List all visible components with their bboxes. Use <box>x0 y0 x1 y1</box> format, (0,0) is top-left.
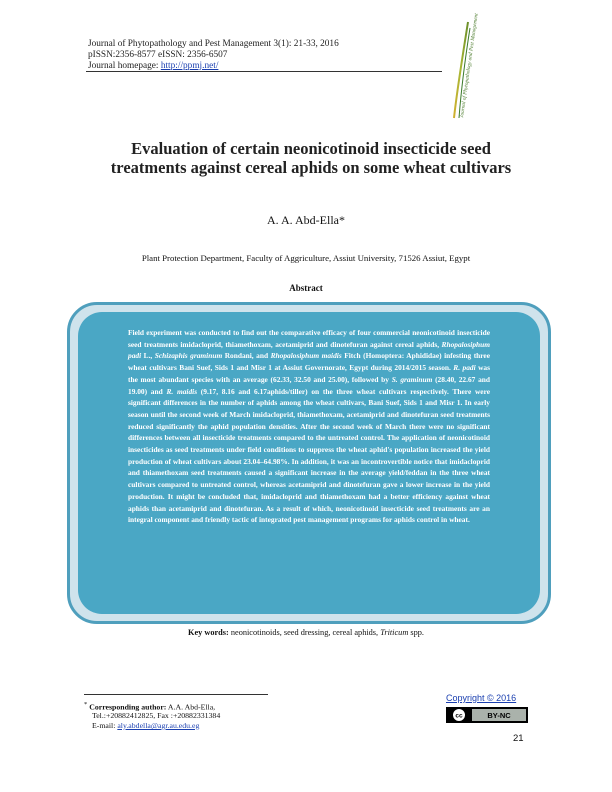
contact-phone: Tel.:+20882412825, Fax :+20882331384 <box>92 711 221 720</box>
journal-logo <box>448 12 480 120</box>
keywords-italic: Triticum <box>380 628 409 637</box>
journal-citation: Journal of Phytopathology and Pest Management 3(1): 21-33, 2016 <box>88 39 339 49</box>
corresponding-name: A.A. Abd-Ella, <box>166 702 216 712</box>
species-name: R. padi <box>453 363 476 373</box>
abstract-segment: Fitch (Homoptera: Aphididae) infesting three wheat cultivars Bani Suef, Sids 1 and Misr 1 at Assiut Governorate, Egypt during 2014/2015 season. <box>128 351 490 373</box>
footnote-star: * <box>84 701 88 708</box>
email-label: E-mail: <box>92 721 118 730</box>
affiliation: Plant Protection Department, Faculty of Aggriculture, Assiut University, 71526 Assiut, Egypt <box>141 253 471 263</box>
abstract-segment: Rondani, and <box>222 351 271 361</box>
title-line-2: treatments against cereal aphids on some wheat cultivars <box>110 158 512 177</box>
cc-icon: cc <box>455 712 463 720</box>
header-rule <box>86 71 442 72</box>
abstract-segment: L., <box>141 351 155 361</box>
abstract-segment: (9.17, 8.16 and 6.17aphids/tiller) on the three wheat cultivars respectively. There were significant differences in the number of aphids among the wheat cultivars, Bani Suef, Sids 1 and Misr 1. In early season until the second week of March imidacloprid, thiamethoxam, acetamiprid and dinotefuran seed treatments reduced significantly the aphid population densities. After the second week of March there were no significant differences between all insecticide treatments compared to the untreated control. The application of neonicotinoid insecticides as seed treatments under field conditions to suppress the wheat aphid's population increased the yield production of wheat cultivars about 23.04–64.98%. In addition, it was an incontrovertible notice that imidacloprid and thiamethoxam seed treatments caused a significant increase in the average yield/feddan in the three wheat cultivars compared to untreated control, whereas acetamiprid and dinotefuran gave a lower increase in the yield production. It might be concluded that, imidacloprid and thiamethoxam had a better efficiency against wheat aphids than acetamiprid and dinotefuran. As a result of which, neonicotinoid insecticide seed treatments are an integral component and friendly tactic of integrated pest management programs for aphids control in wheat. <box>128 386 491 525</box>
species-name: Schizaphis graminum <box>154 351 223 361</box>
cc-license-badge[interactable] <box>446 707 528 723</box>
species-name: R. maidis <box>166 386 198 396</box>
contact-email <box>92 721 199 731</box>
homepage-link[interactable]: http://ppmj.net/ <box>160 61 219 71</box>
abstract-segment: was the most abundant species with an average (62.33, 32.50 and 25.00), followed by <box>128 363 491 384</box>
journal-issn: pISSN:2356-8577 eISSN: 2356-6507 <box>88 50 228 60</box>
license-terms: BY-NC <box>487 711 511 720</box>
keywords <box>0 628 612 637</box>
corresponding-label: Corresponding author: <box>89 702 167 712</box>
abstract-segment: Field experiment was conducted to find out the comparative efficacy of four commercial neonicotinoid insecticide seed treatments imidacloprid, thiamethoxam, acetamiprid and dinotefuran against cereal aphids, <box>128 328 490 349</box>
species-name: S. graminum <box>391 374 433 384</box>
email-link[interactable]: aly.abdella@agr.au.edu.eg <box>117 721 200 730</box>
logo-text: Journal of Phytopathology and Pest Management <box>459 12 480 119</box>
author: A. A. Abd-Ella* <box>267 213 345 227</box>
species-name: Rhopalosiphum maidis <box>270 351 342 361</box>
abstract-text <box>128 327 490 526</box>
keywords-text: neonicotinoids, seed dressing, cereal aphids, <box>228 628 381 637</box>
abstract-heading: Abstract <box>289 283 323 293</box>
footnote-rule <box>84 694 268 695</box>
paper-title <box>60 139 562 177</box>
keywords-tail: spp. <box>408 628 424 637</box>
page-number: 21 <box>513 733 524 744</box>
homepage-label: Journal homepage: <box>88 61 161 71</box>
title-line-1: Evaluation of certain neonicotinoid insecticide seed <box>131 139 491 158</box>
copyright-link[interactable]: Copyright © 2016 <box>446 693 517 703</box>
species-name: Rhopalosiphum padi <box>128 339 490 361</box>
keywords-label: Key words: <box>188 628 229 637</box>
abstract-segment: (28.40, 22.67 and 19.00) and <box>128 374 490 396</box>
